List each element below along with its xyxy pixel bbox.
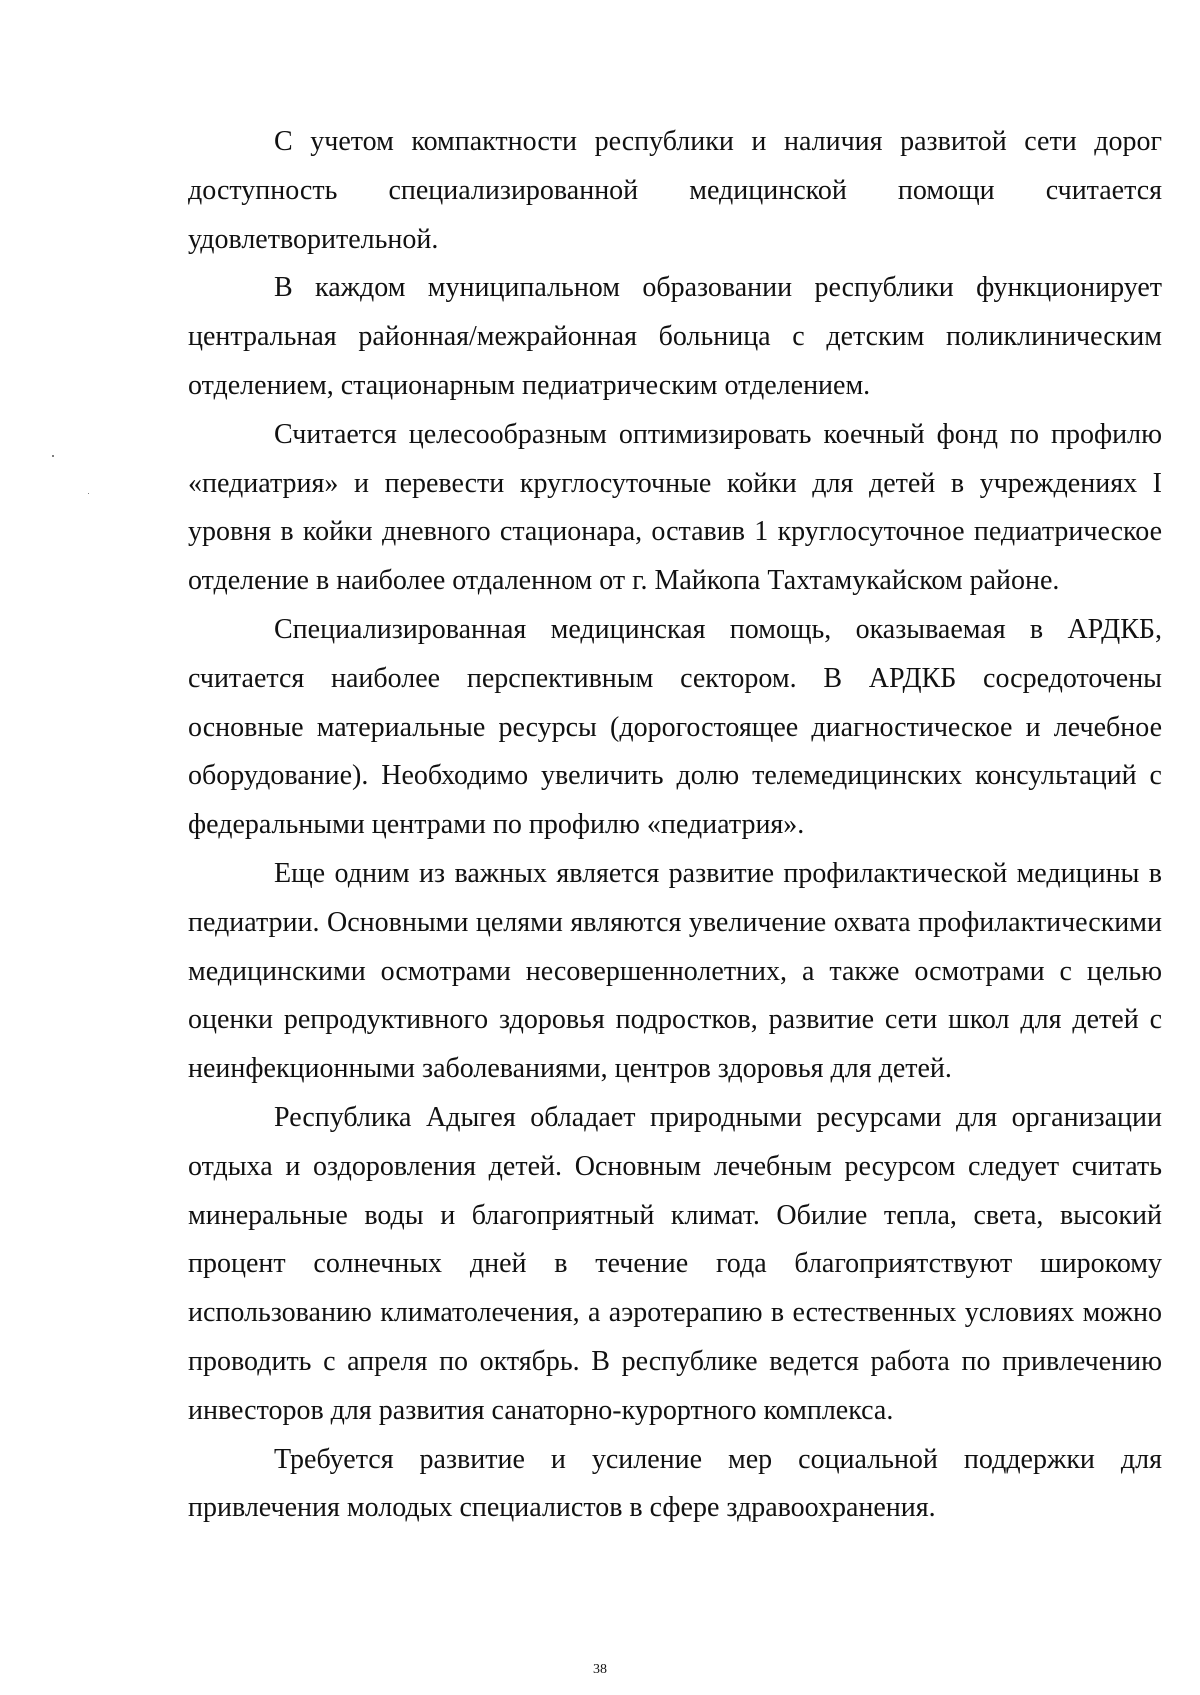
document-body: [188, 118, 1162, 1533]
page-number: 38: [593, 1662, 607, 1677]
scan-speck: [52, 455, 54, 457]
paragraph-7: Требуется развитие и усиление мер социальной поддержки для привлечения молодых специалистов в сфере здравоохранения.: [188, 1443, 1162, 1524]
paragraph-4: Специализированная медицинская помощь, оказываемая в АРДКБ, считается наиболее перспективным сектором. В АРДКБ сосредоточены основные материальные ресурсы (дорогостоящее диагностическое и лечебное оборудование). Необходимо увеличить долю телемедицинских консультаций с федеральными центрами по профилю «педиатрия».: [188, 613, 1162, 841]
paragraph-2: В каждом муниципальном образовании республики функционирует центральная районная/межрайонная больница с детским поликлиническим отделением, стационарным педиатрическим отделением.: [188, 272, 1162, 401]
paragraph-1: С учетом компактности республики и наличия развитой сети дорог доступность специализированной медицинской помощи считается удовлетворительной.: [188, 126, 1162, 255]
paragraph-6: Республика Адыгея обладает природными ресурсами для организации отдыха и оздоровления детей. Основным лечебным ресурсом следует считать минеральные воды и благоприятный климат. Обилие тепла, света, высокий процент солнечных дней в течение года благоприятствуют широкому использованию климатолечения, а аэротерапию в естественных условиях можно проводить с апреля по октябрь. В республике ведется работа по привлечению инвесторов для развития санаторно-курортного комплекса.: [188, 1101, 1162, 1426]
paragraph-3: Считается целесообразным оптимизировать коечный фонд по профилю «педиатрия» и перевести круглосуточные койки для детей в учреждениях I уровня в койки дневного стационара, оставив 1 круглосуточное педиатрическое отделение в наиболее отдаленном от г. Майкопа Тахтамукайском районе.: [188, 418, 1162, 597]
scan-speck: [88, 493, 89, 494]
paragraph-5: Еще одним из важных является развитие профилактической медицины в педиатрии. Основными целями являются увеличение охвата профилактическими медицинскими осмотрами несовершеннолетних, а также осмотрами с целью оценки репродуктивного здоровья подростков, развитие сети школ для детей с неинфекционными заболеваниями, центров здоровья для детей.: [188, 857, 1162, 1085]
